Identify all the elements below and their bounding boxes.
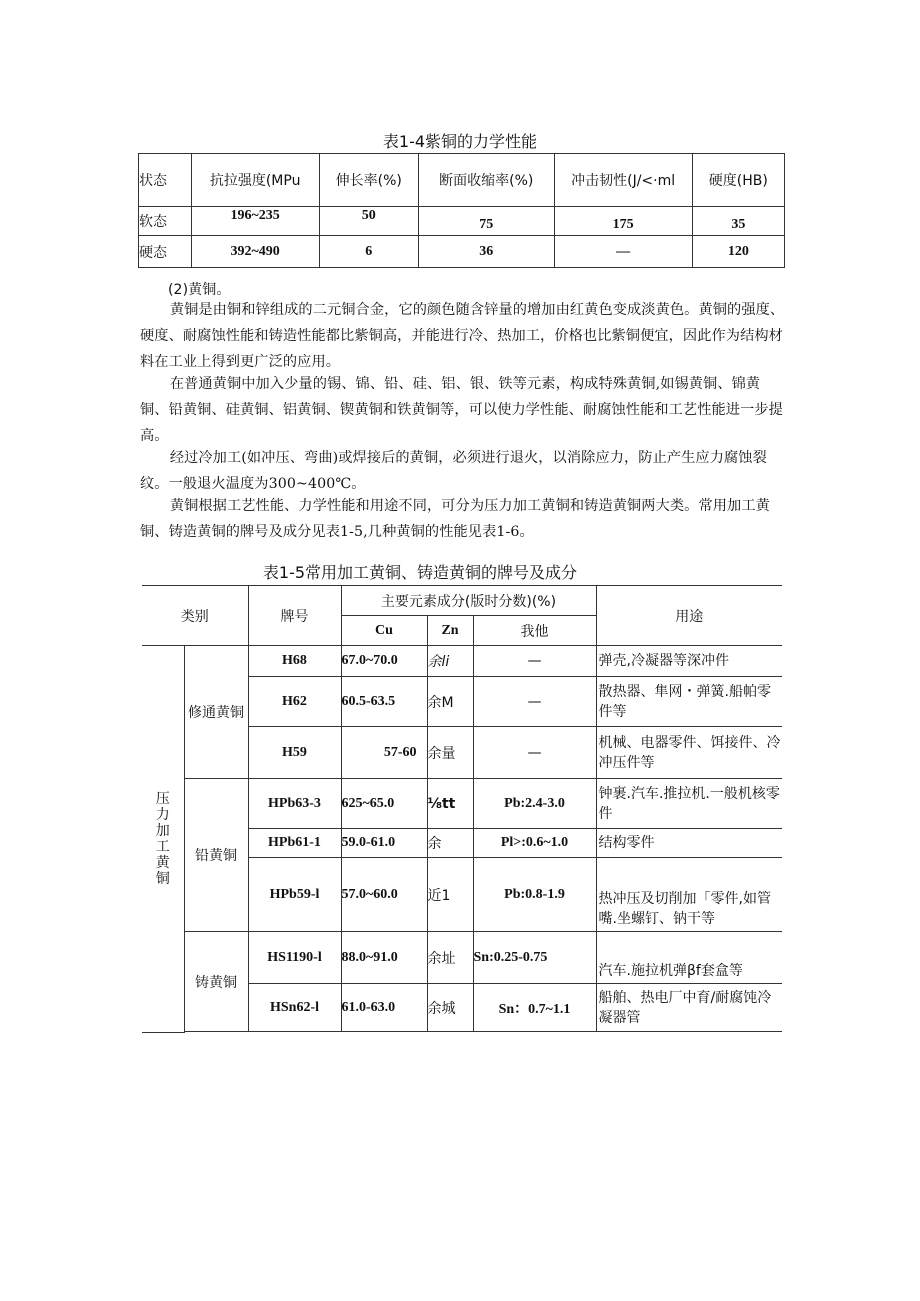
t4-r1-reduction: 36	[418, 236, 554, 268]
table5-title: 表1-5常用加工黄铜、铸造黄铜的牌号及成分	[262, 563, 578, 582]
t4-h-state: 状态	[139, 154, 192, 207]
t5-other: —	[473, 727, 596, 779]
t5-h-other: 我他	[473, 616, 596, 646]
t5-other: —	[473, 677, 596, 727]
table-row	[139, 236, 785, 268]
t5-grade: HPb59-l	[248, 858, 341, 932]
t5-use: 机械、电器零件、饵接件、冷冲压件等	[596, 727, 782, 779]
t5-use: 弹壳,冷凝器等深冲件	[596, 646, 782, 677]
t4-h-tensile: 抗拉强度(MPu	[191, 154, 319, 207]
paragraph-3: 经过冷加工(如冲压、弯曲)或焊接后的黄铜，必须进行退火，以消除应力，防止产生应力腐蚀裂纹。一般退火温度为300~400℃。	[140, 450, 767, 492]
t5-other: Pb:2.4-3.0	[473, 779, 596, 829]
t5-grade: HSn62-l	[248, 984, 341, 1032]
t5-use: 钟裹.汽车.推拉机.一般机核零件	[596, 779, 782, 829]
table-row	[139, 207, 785, 236]
t5-use: 船舶、热电厂中育/耐腐饨冷凝器管	[596, 984, 782, 1032]
t4-r1-state: 硬态	[139, 236, 192, 268]
t4-h-impact: 冲击韧性(J/<·ml	[554, 154, 692, 207]
t5-h-category: 类别	[142, 586, 248, 646]
t5-grade: HPb61-1	[248, 829, 341, 858]
t5-use: 热冲压及切削加「零件,如管嘴.坐螺钉、钠干等	[596, 858, 782, 932]
t5-cu: 57.0~60.0	[341, 858, 427, 932]
t5-grade: HPb63-3	[248, 779, 341, 829]
table-row	[142, 779, 782, 829]
table-row	[142, 646, 782, 677]
t5-group-label	[142, 646, 184, 1033]
t5-use: 散热器、隼网・弹簧.船帕零件等	[596, 677, 782, 727]
t5-cu: 67.0~70.0	[341, 646, 427, 677]
table5-header-row-1	[142, 586, 782, 616]
t5-subgroup-2-label: 铸黄铜	[184, 932, 248, 1032]
t5-cu: 59.0-61.0	[341, 829, 427, 858]
t4-r0-state: 软态	[139, 207, 192, 236]
t5-cu: 625~65.0	[341, 779, 427, 829]
table4	[138, 153, 785, 268]
t4-r0-tensile: 196~235	[191, 207, 319, 236]
table5	[142, 585, 782, 1033]
t4-r0-elong: 50	[319, 207, 418, 236]
paragraph-4: 黄铜根据工艺性能、力学性能和用途不同，可分为压力加工黄铜和铸造黄铜两大类。常用加工黄铜、铸造黄铜的牌号及成分见表1-5,几种黄铜的性能见表1-6。	[140, 498, 770, 540]
t4-r1-impact: —	[554, 236, 692, 268]
t4-r1-tensile: 392~490	[191, 236, 319, 268]
t5-group-label-text: 压力加工黄铜	[155, 790, 170, 887]
t4-r0-impact: 175	[554, 207, 692, 236]
table4-title: 表1-4紫铜的力学性能	[382, 132, 538, 151]
t5-zn: 余址	[427, 932, 473, 984]
t5-h-grade: 牌号	[248, 586, 341, 646]
table4-header-row	[139, 154, 785, 207]
t5-grade: HS1190-l	[248, 932, 341, 984]
t5-zn: 余li	[427, 646, 473, 677]
t5-other: —	[473, 646, 596, 677]
t5-grade: H62	[248, 677, 341, 727]
paragraph-brass-heading: (2)黄铜。	[168, 282, 231, 298]
t4-h-elong: 伸长率(%)	[319, 154, 418, 207]
t5-zn: 余城	[427, 984, 473, 1032]
t5-h-cu: Cu	[341, 616, 427, 646]
t5-other: Sn:0.25-0.75	[473, 932, 596, 984]
t5-zn: ⅛tt	[427, 779, 473, 829]
t5-zn: 近1	[427, 858, 473, 932]
table5-spacer-row	[142, 1032, 782, 1033]
t5-spacer	[184, 1032, 782, 1033]
t5-other: Sn：0.7~1.1	[473, 984, 596, 1032]
t5-cu: 57-60	[341, 727, 427, 779]
t5-cu: 88.0~91.0	[341, 932, 427, 984]
t5-other: Pl>:0.6~1.0	[473, 829, 596, 858]
table-row	[142, 932, 782, 984]
t4-r0-reduction: 75	[418, 207, 554, 236]
t5-zn: 余	[427, 829, 473, 858]
t5-cu: 60.5-63.5	[341, 677, 427, 727]
t5-zn: 余M	[427, 677, 473, 727]
t5-h-zn: Zn	[427, 616, 473, 646]
t5-use: 结构零件	[596, 829, 782, 858]
t5-grade: H59	[248, 727, 341, 779]
t5-subgroup-1-label: 铅黄铜	[184, 779, 248, 932]
paragraph-1: 黄铜是由铜和锌组成的二元铜合金，它的颜色随含锌量的增加由红黄色变成淡黄色。黄铜的强度、硬度、耐腐蚀性能和铸造性能都比紫铜高，并能进行冷、热加工，价格也比紫铜便宜，因此作为结构材料在工业上得到更广泛的应用。	[140, 302, 785, 370]
t5-use: 汽车.施拉机弹βf套盒等	[596, 932, 782, 984]
t4-h-hardness: 硬度(HB)	[692, 154, 784, 207]
t5-h-use: 用途	[596, 586, 782, 646]
t5-cu: 61.0-63.0	[341, 984, 427, 1032]
t5-subgroup-0-label: 修通黄铜	[184, 646, 248, 779]
paragraph-2: 在普通黄铜中加入少量的锡、锦、铅、硅、铝、银、铁等元素，构成特殊黄铜,如锡黄铜、锦黄铜、铅黄铜、硅黄铜、铝黄铜、锲黄铜和铁黄铜等，可以使力学性能、耐腐蚀性能和工艺性能进一步提高。	[140, 376, 783, 444]
t4-r1-elong: 6	[319, 236, 418, 268]
t4-h-reduction: 断面收缩率(%)	[418, 154, 554, 207]
t4-r1-hardness: 120	[692, 236, 784, 268]
t5-other: Pb:0.8-1.9	[473, 858, 596, 932]
t5-grade: H68	[248, 646, 341, 677]
t5-zn: 余量	[427, 727, 473, 779]
t4-r0-hardness: 35	[692, 207, 784, 236]
t5-h-composition: 主要元素成分(版时分数)(%)	[341, 586, 596, 616]
